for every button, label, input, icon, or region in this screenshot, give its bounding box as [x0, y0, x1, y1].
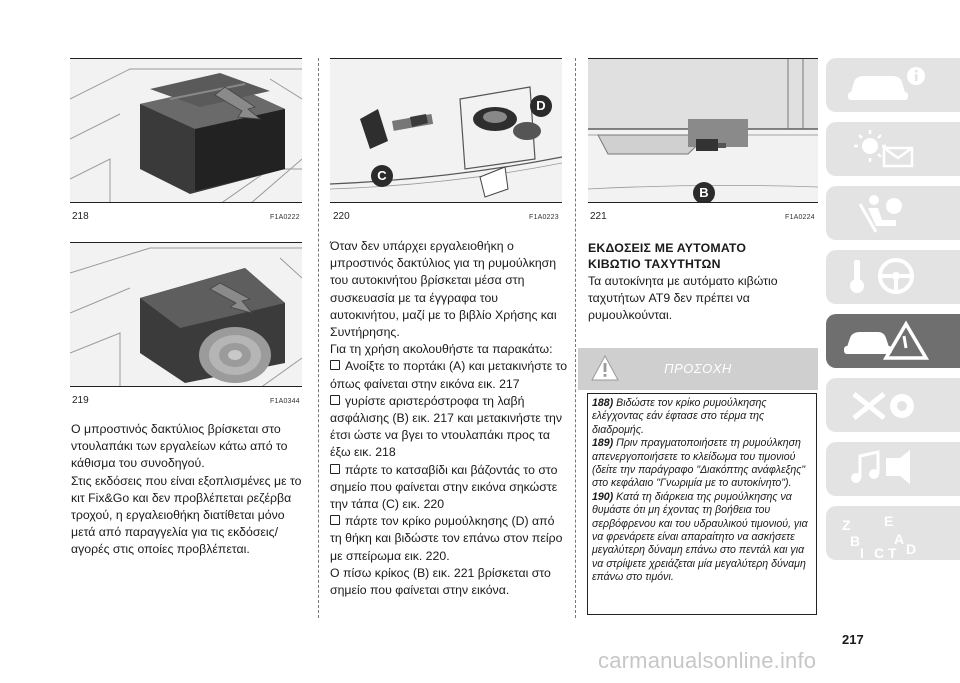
figure-219-code: F1A0344	[270, 398, 300, 405]
warning-item	[592, 491, 812, 585]
tab-breakdown-warning[interactable]	[826, 314, 960, 368]
warning-number: 190)	[592, 490, 614, 503]
warning-box	[587, 393, 817, 615]
section-heading	[588, 240, 818, 272]
paragraph: Στις εκδόσεις που είναι εξοπλισμένες με το κιτ Fix&Go και δεν προβλέπεται ρεζέρβα τροχού, η εργαλειοθήκη διατίθεται μόνο μετά από παραγγελία για τις εκδόσεις/αγορές στις οποίες προβλέπεται.	[71, 473, 302, 557]
breakdown-warning-icon	[840, 320, 932, 362]
warning-header	[578, 348, 818, 390]
paragraph: Τα αυτοκίνητα με αυτόματο κιβώτιο ταχυτήτων AT9 δεν πρέπει να ρυμουλκούνται.	[588, 274, 778, 323]
figure-218-number: 218	[72, 211, 89, 222]
multimedia-icon	[840, 448, 932, 490]
figure-220	[330, 58, 562, 203]
svg-text:D: D	[906, 541, 917, 557]
dashboard-lights-icon	[840, 128, 932, 170]
svg-text:A: A	[894, 531, 905, 547]
figure-219-illustration	[70, 243, 302, 387]
svg-text:C: C	[874, 545, 885, 560]
step-item: πάρτε τον κρίκο ρυμούλκησης (D) από τη θήκη και βιδώστε τον επάνω στον πείρο με σπείρωμα εικ. 220.	[330, 513, 568, 565]
warning-text: Βιδώστε τον κρίκο ρυμούλκησης ελέγχοντας εάν έφτασε στο τέρμα της διαδρομής.	[592, 397, 767, 436]
tab-airbag-seat[interactable]	[826, 186, 960, 240]
warning-text: Κατά τη διάρκεια της ρυμούλκησης να θυμάστε ότι μη έχοντας τη βοήθεια του σερβόφρενου και του υδραυλικού τιμονιού, για να φρενάρετε είναι απαραίτητο να ασκήσετε μεγαλύτερη δύναμη επάνω στο πεντάλ και για να στρίψετε χρειάζεται μία μεγαλύτερη δύναμη επάνω στο τιμόνι.	[592, 490, 808, 584]
section-heading-line: ΚΙΒΩΤΙΟ ΤΑΧΥΤΗΤΩΝ	[588, 257, 721, 271]
figure-218	[70, 58, 302, 203]
svg-text:I: I	[860, 545, 864, 560]
callout-c: C	[371, 165, 393, 187]
svg-text:T: T	[888, 545, 897, 560]
tab-multimedia[interactable]	[826, 442, 960, 496]
figure-221-code: F1A0224	[785, 214, 815, 221]
paragraph: Για τη χρήση ακολουθήστε τα παρακάτω:	[330, 342, 553, 357]
svg-text:Z: Z	[842, 517, 851, 533]
svg-text:E: E	[884, 513, 894, 529]
tab-steering-key[interactable]	[826, 250, 960, 304]
warning-title: ΠΡΟΣΟΧΗ	[664, 361, 732, 376]
figure-220-illustration	[330, 59, 562, 203]
callout-b: B	[693, 182, 715, 203]
step-item: γυρίστε αριστερόστροφα τη λαβή ασφάλισης (B) εικ. 217 και μετακινήστε την έτσι ώστε να βγει το ντουλαπάκι προς τα έξω εικ. 218	[330, 393, 568, 462]
figure-218-illustration	[70, 59, 302, 203]
step-item: πάρτε το κατσαβίδι και βάζοντάς το στο σημείο που φαίνεται στην εικόνα σηκώστε την τάπα (C) εικ. 220	[330, 462, 568, 514]
warning-text: Πριν πραγματοποιήσετε τη ρυμούλκηση απενεργοποιήσετε το κλείδωμα του τιμονιού (δείτε την παράγραφο "Διακόπτης ανάφλεξης" στο κεφάλαιο "Γνωριμία με το αυτοκίνητο").	[592, 437, 806, 490]
figure-219	[70, 242, 302, 387]
section-heading-line: ΕΚΔΟΣΕΙΣ ΜΕ ΑΥΤΟΜΑΤΟ	[588, 241, 747, 255]
paragraph: Ο πίσω κρίκος (B) εικ. 221 βρίσκεται στο σημείο που φαίνεται στην εικόνα.	[330, 565, 551, 598]
figure-218-code: F1A0222	[270, 214, 300, 221]
warning-item	[592, 437, 812, 491]
column-divider	[318, 58, 319, 618]
column-2-text	[330, 238, 568, 599]
warning-number: 189)	[592, 437, 614, 450]
maintenance-tools-icon	[840, 384, 932, 426]
tab-maintenance-tools[interactable]	[826, 378, 960, 432]
airbag-seat-icon	[840, 192, 932, 234]
column-1-text	[71, 421, 307, 559]
warning-number: 188)	[592, 397, 614, 409]
paragraph: Όταν δεν υπάρχει εργαλειοθήκη ο μπροστινός δακτύλιος για τη ρυμούλκηση του αυτοκινήτου βρίσκεται μέσα στη συσκευασία με τα έγγραφα του αυτοκινήτου, μαζί με το βιβλίο Χρήσης και Συντήρησης.	[330, 239, 557, 340]
column-3-text	[588, 273, 818, 325]
svg-text:B: B	[850, 533, 861, 549]
page-number: 217	[842, 632, 864, 647]
steering-key-icon	[840, 256, 932, 298]
callout-d: D	[530, 95, 552, 117]
tab-index[interactable]	[826, 506, 960, 560]
tab-dashboard-lights[interactable]	[826, 122, 960, 176]
tab-car-info[interactable]	[826, 58, 960, 112]
figure-220-code: F1A0223	[529, 214, 559, 221]
car-info-icon	[840, 64, 932, 106]
paragraph: Ο μπροστινός δακτύλιος βρίσκεται στο ντουλαπάκι των εργαλείων κάτω από το κάθισμα του συνοδηγού.	[71, 422, 288, 471]
figure-221	[588, 58, 818, 203]
index-letters-icon	[840, 512, 932, 560]
figure-220-number: 220	[333, 211, 350, 222]
figure-221-number: 221	[590, 211, 607, 222]
column-divider	[575, 58, 576, 618]
watermark: carmanualsonline.info	[598, 648, 817, 673]
warning-item	[592, 397, 812, 437]
figure-219-number: 219	[72, 395, 89, 406]
step-item: Ανοίξτε το πορτάκι (A) και μετακινήστε το όπως φαίνεται στην εικόνα εικ. 217	[330, 358, 568, 392]
